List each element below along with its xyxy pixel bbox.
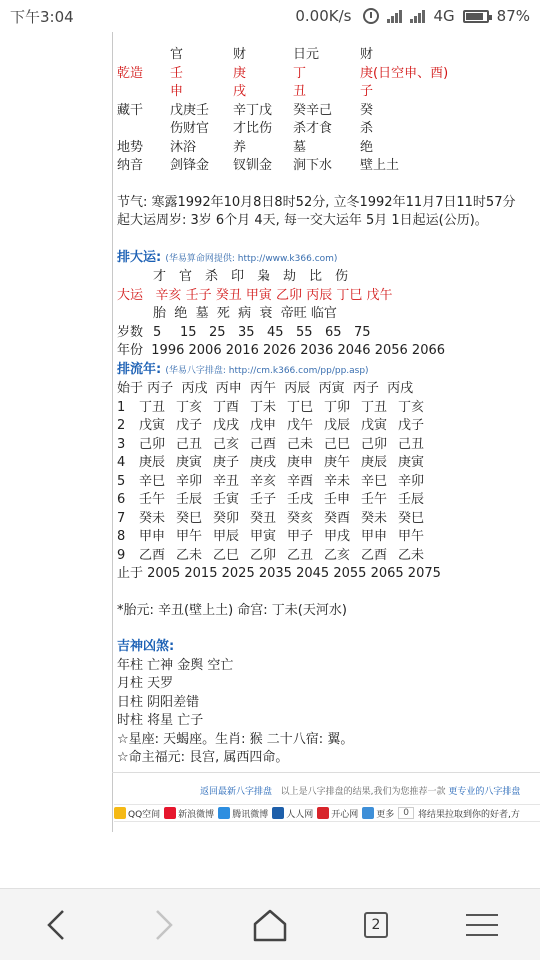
liunian-cell: 戊寅: [139, 418, 166, 433]
liunian-start-row: [117, 380, 540, 399]
liunian-cell: 庚辰: [139, 455, 166, 470]
liunian-cell: 庚寅: [398, 455, 425, 470]
footer-divider: [112, 772, 540, 773]
liunian-cell: 壬辰: [398, 492, 425, 507]
liunian-end-year: 2035: [258, 566, 292, 581]
liunian-start: 丙辰: [284, 381, 311, 396]
liunian-start: 丙戌: [181, 381, 208, 396]
liunian-row-number: 9: [117, 547, 126, 563]
grid-row-branches: [117, 83, 540, 102]
liunian-cell: 丁丑: [139, 399, 166, 415]
share-label: 开心网: [331, 809, 359, 820]
grid-cell: 癸: [360, 102, 374, 118]
liunian-cell: 甲申: [139, 529, 166, 544]
network-type: 4G: [433, 7, 455, 25]
liunian-cell: 乙亥: [324, 547, 351, 563]
dayun-age: 25: [209, 324, 226, 340]
browser-nav-bar: [0, 888, 540, 960]
dayun-year: 2066: [411, 343, 446, 358]
home-button[interactable]: [250, 905, 290, 945]
share-tail-text: 将结果拉取到你的好者,方: [417, 809, 520, 820]
dayun-year: 2046: [337, 343, 371, 358]
liunian-cell: 丁巳: [287, 399, 314, 415]
web-content[interactable]: [0, 32, 540, 888]
liunian-cell: 己丑: [398, 436, 425, 452]
dayun-age-label: 岁数: [117, 324, 144, 340]
dayun-pillars-row: [117, 287, 540, 306]
liunian-start-label: 始于: [117, 381, 144, 396]
dayun-pillar: 辛亥: [155, 287, 182, 303]
grid-cell: 戊庚壬: [170, 102, 210, 118]
dayun-year: 2026: [262, 343, 297, 358]
bazi-result: [117, 46, 540, 768]
dayun-pillar: 癸丑: [215, 287, 242, 303]
dayun-ages-row: [117, 324, 540, 343]
liunian-cell: 丁未: [250, 399, 277, 415]
row-label-empty: [117, 268, 153, 287]
liunian-cell: 癸丑: [250, 510, 277, 526]
more-share-icon: [362, 807, 374, 819]
liunian-cell: 己巳: [324, 436, 351, 452]
dayun-god: 杀: [205, 269, 219, 284]
dayun-god: 枭: [257, 269, 271, 284]
liunian-cell: 戊子: [176, 418, 203, 433]
dayun-stage: 绝: [174, 306, 188, 321]
dayun-year: 2006: [188, 343, 222, 358]
grid-cell: 杀: [360, 121, 374, 136]
grid-row-label: 藏干: [117, 102, 144, 118]
dayun-age: 45: [267, 324, 284, 340]
dayun-god: 伤: [335, 269, 349, 284]
battery-icon: [463, 10, 489, 23]
liunian-cell: 辛酉: [287, 473, 314, 489]
liunian-cell: 甲寅: [250, 529, 277, 544]
dayun-age: 35: [238, 324, 255, 340]
grid-header-cell: 日元: [293, 47, 320, 62]
liunian-cell: 壬子: [250, 492, 277, 507]
dayun-god: 印: [231, 269, 245, 284]
liunian-cell: 壬午: [139, 492, 166, 507]
liunian-cell: 乙酉: [361, 547, 388, 563]
liunian-cell: 甲午: [176, 529, 203, 544]
grid-row-canggan: [117, 102, 540, 121]
qzone-icon: [114, 807, 126, 819]
dayun-age: 65: [325, 324, 342, 340]
liunian-row: [117, 491, 540, 510]
dayun-stage: 死: [216, 306, 230, 321]
grid-row-qianzao: [117, 65, 540, 84]
liunian-cell: 丁酉: [213, 399, 240, 415]
footer-text: [200, 784, 520, 797]
grid-row-label: [117, 120, 170, 139]
grid-row-dishi: [117, 139, 540, 158]
grid-cell: 养: [233, 139, 247, 155]
liunian-row: [117, 417, 540, 436]
liunian-cell: 癸未: [139, 510, 166, 526]
liunian-cell: 戊申: [250, 418, 277, 433]
liunian-cell: 戊寅: [361, 418, 388, 433]
liunian-end-year: 2005: [147, 566, 181, 581]
liunian-cell: 辛丑: [213, 473, 240, 489]
liunian-cell: 乙巳: [213, 547, 240, 563]
dayun-stage: 临官: [310, 306, 337, 321]
liunian-cell: 己未: [287, 436, 314, 452]
weibo-icon: [164, 807, 176, 819]
back-to-paipan-link[interactable]: 返回最新八字排盘: [200, 787, 273, 797]
liunian-cell: 癸未: [361, 510, 388, 526]
liunian-cell: 庚子: [213, 455, 240, 470]
dayun-gods-row: [117, 268, 540, 287]
liunian-row-number: 6: [117, 492, 126, 507]
liunian-table: [117, 399, 540, 566]
liunian-source-link[interactable]: (华易八字排盘: http://cm.k366.com/pp/pp.asp): [165, 365, 369, 376]
dayun-heading: 排大运:: [117, 249, 162, 265]
liunian-end-year: 2045: [296, 566, 330, 581]
liunian-cell: 庚午: [324, 455, 351, 470]
liunian-cell: 壬午: [361, 492, 388, 507]
liunian-row: [117, 454, 540, 473]
dayun-year: 1996: [151, 343, 185, 358]
liunian-cell: 辛未: [324, 473, 351, 489]
liunian-cell: 庚辰: [361, 455, 388, 470]
liunian-row: [117, 547, 540, 566]
dayun-age: 55: [296, 324, 313, 340]
grid-cell: 庚: [233, 65, 247, 81]
liunian-row: [117, 436, 540, 455]
liunian-cell: 甲子: [287, 529, 314, 544]
liunian-row-number: 7: [117, 510, 126, 526]
dayun-stage: 帝旺: [280, 306, 307, 321]
liunian-end-year: 2015: [184, 566, 218, 581]
qiyun-line: 起大运周岁: 3岁 6个月 4天, 每一交大运年 5月 1日起运(公历)。: [117, 213, 488, 228]
grid-header-cell: 财: [233, 47, 247, 62]
dayun-label: 大运: [117, 287, 144, 303]
liunian-cell: 己卯: [139, 436, 166, 452]
shensha-line: 月柱 天罗: [117, 676, 174, 691]
liunian-cell: 丁丑: [361, 399, 388, 415]
liunian-heading-row: [117, 361, 540, 381]
liunian-cell: 甲申: [361, 529, 388, 544]
share-more[interactable]: [362, 807, 394, 820]
liunian-cell: 庚戌: [250, 455, 277, 470]
tabs-count: 2: [364, 912, 388, 938]
grid-cell: 杀才食: [293, 121, 333, 136]
liunian-cell: 庚申: [287, 455, 314, 470]
grid-cell: 涧下水: [293, 158, 333, 173]
signal-icon: [387, 9, 402, 23]
liunian-cell: 己卯: [361, 436, 388, 452]
liunian-row-number: 3: [117, 436, 126, 452]
dayun-stage: 衰: [259, 306, 273, 321]
liunian-row-number: 8: [117, 529, 126, 544]
forward-button[interactable]: [143, 905, 183, 945]
grid-cell: 墓: [293, 139, 307, 155]
pro-paipan-link[interactable]: 更专业的八字排盘: [448, 787, 521, 797]
grid-header-cell: 官: [170, 47, 184, 62]
grid-cell: 申: [170, 84, 184, 99]
dayun-god: 比: [309, 269, 323, 284]
grid-cell: 癸辛己: [293, 102, 333, 118]
shensha-line: 日柱 阴阳差错: [117, 694, 200, 710]
shensha-heading: 吉神凶煞:: [117, 639, 175, 654]
taiyuan-line: *胎元: 辛丑(壁上土) 命宫: 丁未(天河水): [117, 602, 347, 618]
dayun-pillar: 甲寅: [245, 287, 272, 303]
liunian-cell: 辛巳: [139, 473, 166, 489]
liunian-start: 丙申: [215, 381, 242, 396]
share-label: 人人网: [286, 809, 314, 820]
liunian-cell: 壬寅: [213, 492, 240, 507]
share-weibo[interactable]: [164, 807, 214, 820]
home-icon: [252, 908, 288, 942]
share-count: 0: [398, 807, 414, 819]
tabs-button[interactable]: [356, 905, 396, 945]
grid-cell: 剑锋金: [170, 158, 210, 173]
spacer: [117, 176, 540, 194]
grid-row-nayin: [117, 157, 540, 176]
dayun-god: 官: [179, 269, 193, 284]
liunian-row-number: 4: [117, 455, 126, 470]
liunian-end-row: [117, 565, 540, 584]
grid-cell: 子: [360, 84, 374, 99]
liunian-start: 丙子: [352, 381, 379, 396]
liunian-heading: 排流年:: [117, 361, 162, 377]
liunian-end-label: 止于: [117, 566, 144, 581]
footer-message: 以上是八字排盘的结果,我们为您推荐一款: [280, 787, 446, 797]
liunian-cell: 戊子: [398, 418, 425, 433]
liunian-cell: 壬戌: [287, 492, 314, 507]
jieqi-line: 节气: 寒露1992年10月8日8时52分, 立冬1992年11月7日11时57分: [117, 194, 516, 210]
dayun-year: 2036: [300, 343, 334, 358]
grid-header: [117, 46, 540, 65]
dayun-stage: 墓: [195, 306, 209, 321]
liunian-cell: 癸卯: [213, 510, 240, 526]
liunian-cell: 丁亥: [398, 399, 425, 415]
dayun-pillar: 乙卯: [276, 287, 303, 303]
grid-row-label: 地势: [117, 139, 144, 155]
liunian-cell: 癸巳: [176, 510, 203, 526]
tencent-weibo-icon: [218, 807, 230, 819]
liunian-cell: 乙丑: [287, 547, 314, 563]
dayun-years-row: [117, 342, 540, 361]
battery-percent: 87%: [496, 7, 530, 25]
net-speed: 0.00K/s: [295, 7, 352, 25]
liunian-cell: 辛亥: [250, 473, 277, 489]
liunian-cell: 辛卯: [176, 473, 203, 489]
grid-cell: 壁上土: [360, 158, 400, 173]
dayun-age: 75: [354, 324, 371, 340]
liunian-cell: 壬申: [324, 492, 351, 507]
spacer: [117, 231, 540, 249]
grid-header-cell: 财: [360, 47, 374, 62]
chevron-right-icon: [151, 909, 175, 941]
liunian-start: 丙寅: [318, 381, 345, 396]
share-kaixin[interactable]: [317, 807, 358, 820]
grid-row-shishen: [117, 120, 540, 139]
grid-cell: 戌: [233, 84, 247, 99]
liunian-cell: 甲午: [398, 529, 425, 544]
liunian-cell: 辛卯: [398, 473, 425, 489]
dayun-god: 劫: [283, 269, 297, 284]
grid-row-label: [117, 83, 170, 102]
grid-cell: 才比伤: [233, 121, 273, 136]
liunian-cell: 乙未: [398, 547, 425, 563]
menu-button[interactable]: [462, 905, 502, 945]
dayun-year-label: 年份: [117, 343, 144, 358]
liunian-cell: 甲戌: [324, 529, 351, 544]
spacer: [117, 620, 540, 638]
liunian-end-year: 2075: [407, 566, 441, 581]
dayun-pillar: 丙辰: [306, 287, 333, 303]
liunian-cell: 戊辰: [324, 418, 351, 433]
liunian-cell: 戊戌: [213, 418, 240, 433]
grid-cell: 庚(日空申、酉): [360, 65, 449, 81]
status-bar: [0, 0, 540, 32]
liunian-row-number: 1: [117, 399, 126, 415]
grid-cell: 丑: [293, 84, 307, 99]
grid-cell: 钗钏金: [233, 158, 273, 173]
liunian-cell: 己酉: [250, 436, 277, 452]
share-label: 新浪微博: [178, 809, 215, 820]
liunian-row-number: 5: [117, 473, 126, 489]
liunian-cell: 乙未: [176, 547, 203, 563]
hamburger-menu-icon: [466, 914, 498, 936]
liunian-cell: 壬辰: [176, 492, 203, 507]
shensha-line: ☆命主福元: 艮宫, 属西四命。: [117, 750, 289, 765]
dayun-god: 才: [153, 269, 167, 284]
grid-row-label: 乾造: [117, 65, 144, 81]
share-label: QQ空间: [128, 809, 161, 820]
dayun-year: 2056: [374, 343, 408, 358]
share-bar: [114, 804, 540, 822]
liunian-cell: 丁亥: [176, 399, 203, 415]
dayun-stage: 胎: [153, 306, 167, 321]
grid-header-label: [117, 46, 170, 65]
liunian-start: 丙午: [250, 381, 277, 396]
back-button[interactable]: [37, 905, 77, 945]
liunian-row: [117, 473, 540, 492]
dayun-pillar: 丁巳: [336, 287, 363, 303]
grid-cell: 辛丁戊: [233, 102, 273, 118]
dayun-pillar: 戊午: [366, 287, 393, 303]
shensha-line: ☆星座: 天蝎座。生肖: 猴 二十八宿: 翼。: [117, 731, 354, 747]
dayun-heading-row: [117, 249, 540, 269]
dayun-source-link[interactable]: (华易算命网提供: http://www.k366.com): [165, 253, 338, 264]
liunian-row: [117, 528, 540, 547]
renren-icon: [272, 807, 284, 819]
spacer: [117, 584, 540, 602]
liunian-cell: 己丑: [176, 436, 203, 452]
liunian-cell: 甲辰: [213, 529, 240, 544]
alarm-icon: [363, 8, 379, 24]
liunian-end-year: 2065: [370, 566, 404, 581]
share-label: 腾讯微博: [232, 809, 269, 820]
liunian-cell: 丁卯: [324, 399, 351, 415]
liunian-row-number: 2: [117, 418, 126, 433]
grid-cell: 壬: [170, 65, 184, 81]
liunian-end-year: 2055: [333, 566, 367, 581]
liunian-start: 丙子: [147, 381, 174, 396]
liunian-start: 丙戌: [387, 381, 414, 396]
liunian-cell: 辛巳: [361, 473, 388, 489]
share-renren[interactable]: [272, 807, 313, 820]
liunian-cell: 乙卯: [250, 547, 277, 563]
dayun-stage: 病: [238, 306, 252, 321]
chevron-left-icon: [45, 909, 69, 941]
grid-cell: 丁: [293, 65, 307, 81]
grid-cell: 绝: [360, 139, 374, 155]
liunian-cell: 戊午: [287, 418, 314, 433]
dayun-age: 15: [180, 324, 197, 340]
share-tencent-weibo[interactable]: [218, 807, 268, 820]
left-divider: [112, 32, 113, 832]
liunian-cell: 癸亥: [287, 510, 314, 526]
dayun-age: 5: [153, 324, 162, 340]
liunian-row: [117, 399, 540, 418]
dayun-year: 2016: [225, 343, 259, 358]
share-label: 更多: [376, 809, 395, 820]
kaixin-icon: [317, 807, 329, 819]
signal-icon-2: [410, 9, 425, 23]
dayun-stages-row: [117, 305, 540, 324]
liunian-cell: 癸巳: [398, 510, 425, 526]
status-time: 下午3:04: [10, 7, 74, 26]
liunian-cell: 己亥: [213, 436, 240, 452]
dayun-pillar: 壬子: [185, 287, 212, 303]
liunian-cell: 乙酉: [139, 547, 166, 563]
liunian-row: [117, 510, 540, 529]
grid-cell: 伤财官: [170, 121, 210, 136]
share-qzone[interactable]: [114, 807, 160, 820]
grid-cell: 沐浴: [170, 139, 197, 155]
grid-row-label: 纳音: [117, 158, 144, 173]
liunian-end-year: 2025: [221, 566, 255, 581]
status-indicators: [295, 7, 530, 25]
liunian-cell: 庚寅: [176, 455, 203, 470]
liunian-cell: 癸酉: [324, 510, 351, 526]
shensha-line: 时柱 将星 亡子: [117, 713, 204, 728]
shensha-line: 年柱 亡神 金舆 空亡: [117, 657, 234, 673]
